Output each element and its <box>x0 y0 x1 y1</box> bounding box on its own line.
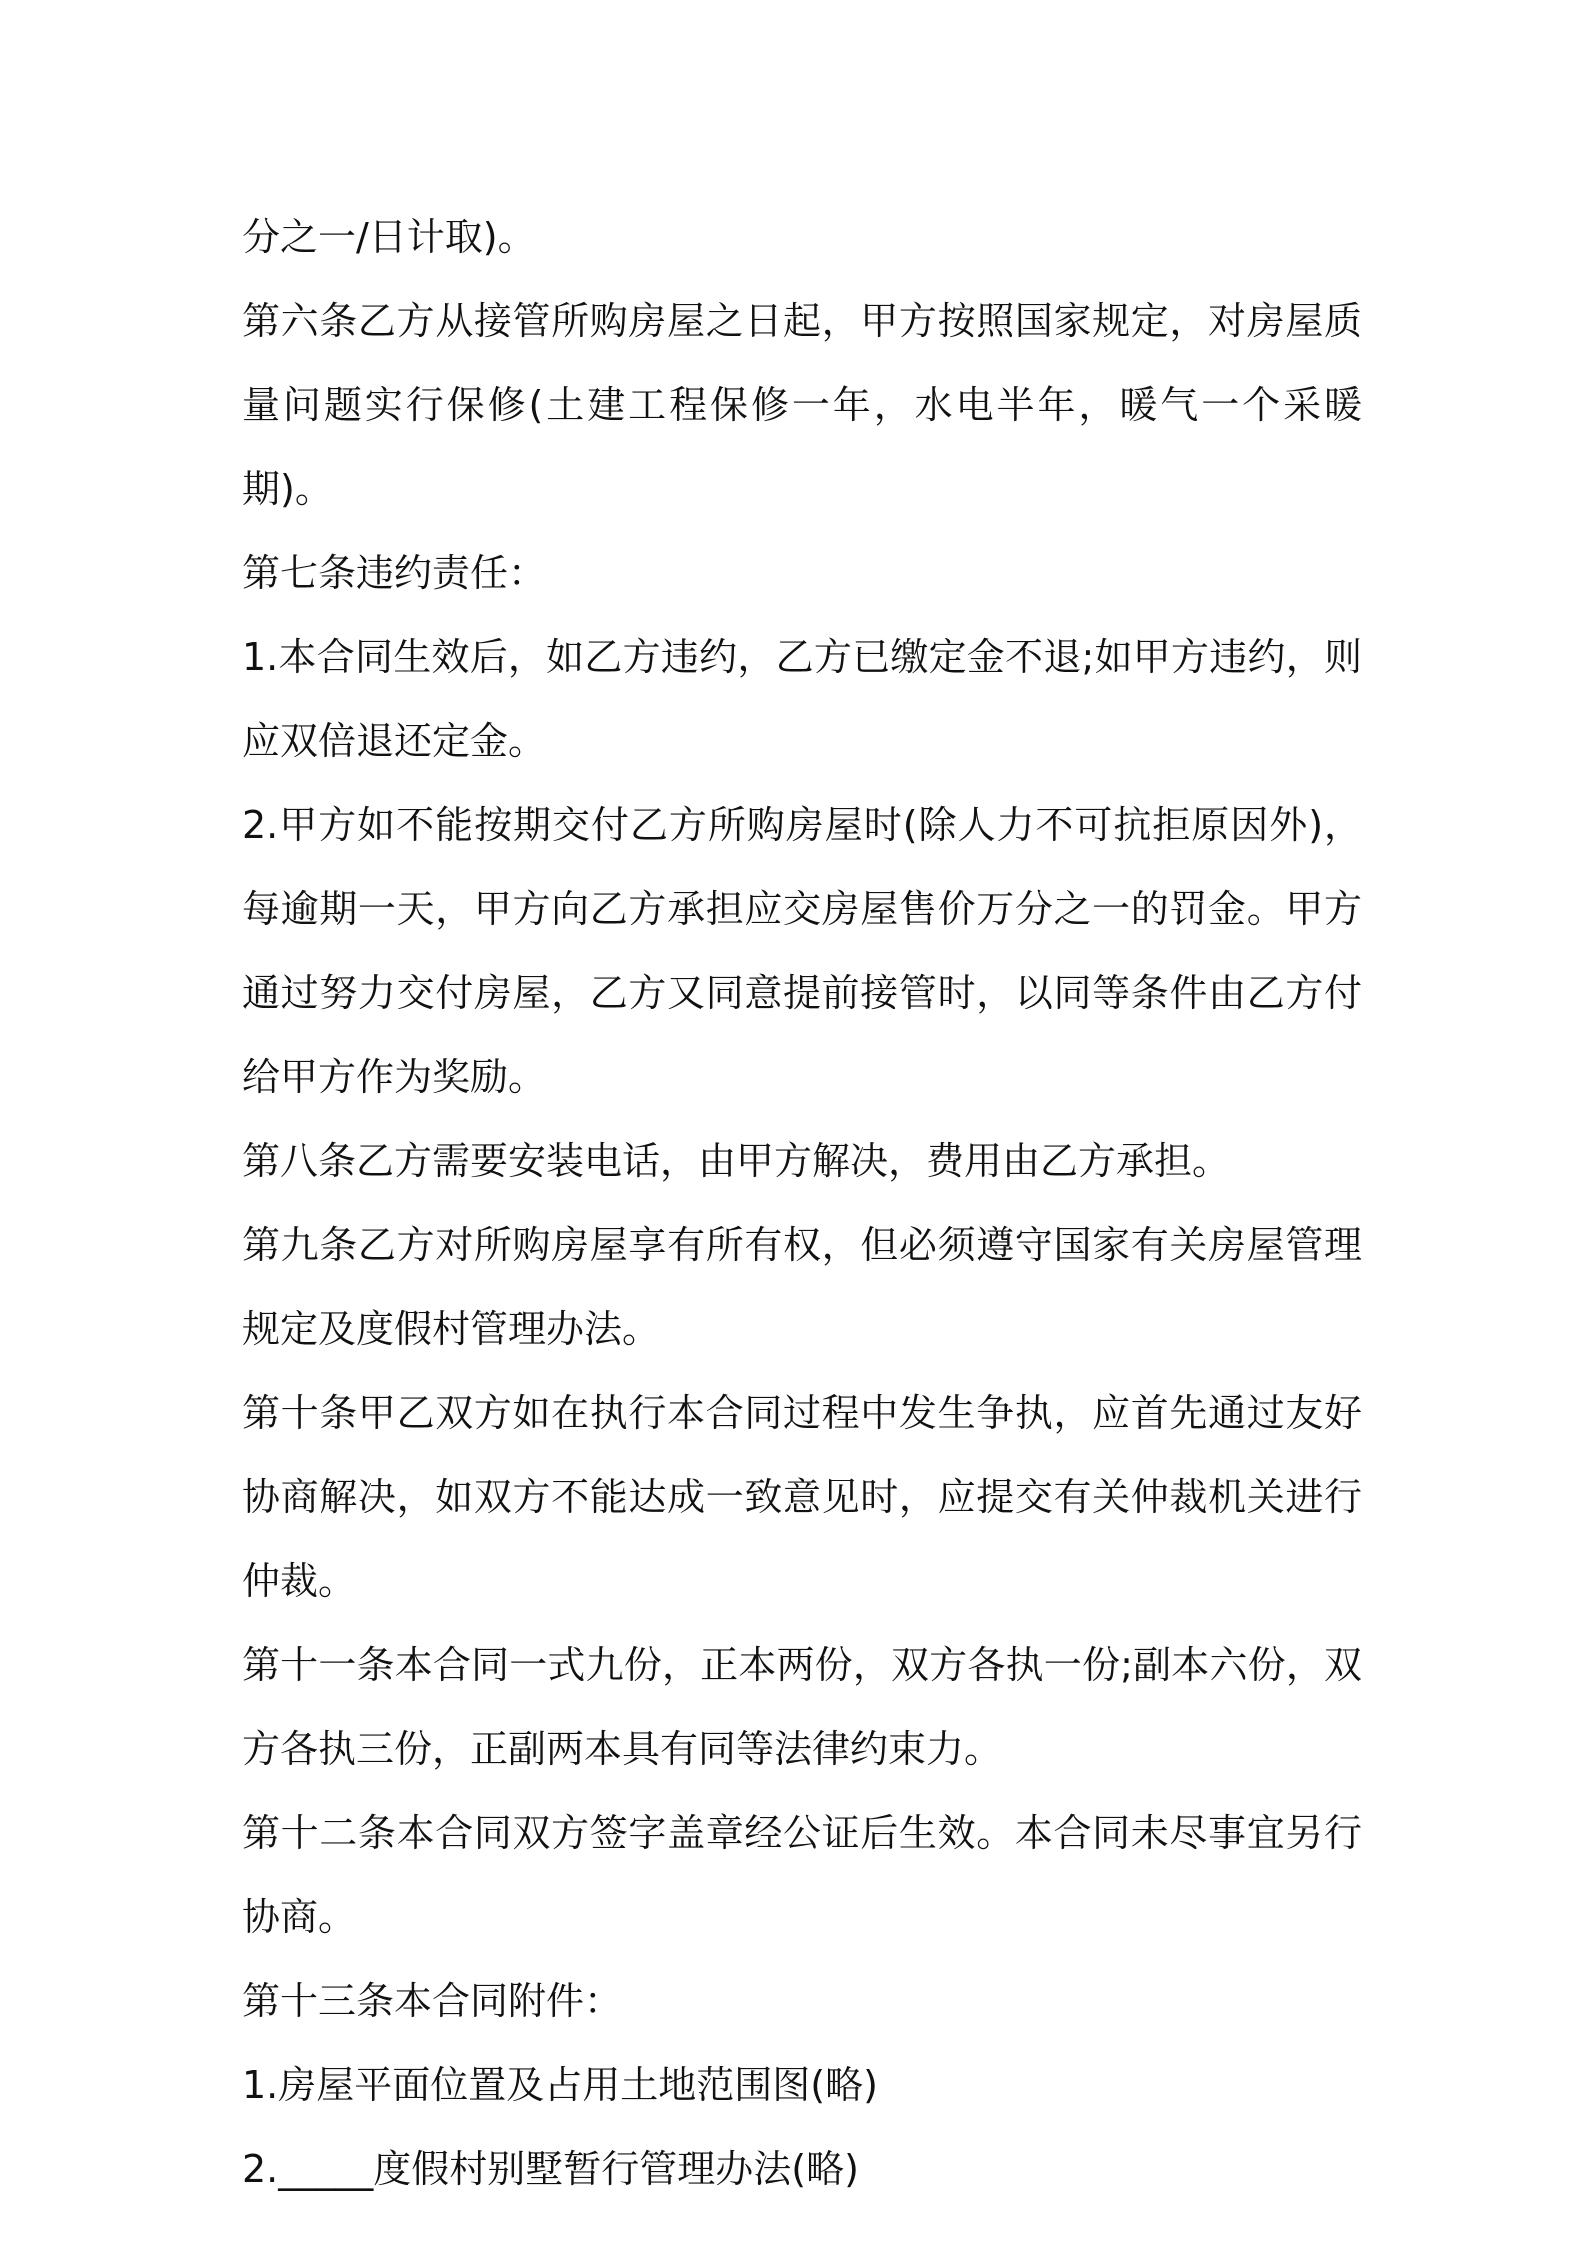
paragraph-attachment-1: 1.房屋平面位置及占用土地范围图(略) <box>242 2063 878 2107</box>
paragraph-attachment-2: 2._____度假村别墅暂行管理办法(略) <box>242 2147 859 2191</box>
paragraph-article-12: 第十二条本合同双方签字盖章经公证后生效。本合同未尽事宜另行协商。 <box>242 1811 1362 1939</box>
paragraph-article-13-heading: 第十三条本合同附件： <box>242 1979 623 2023</box>
paragraph-article-6: 第六条乙方从接管所购房屋之日起，甲方按照国家规定，对房屋质量问题实行保修(土建工程保修一年，水电半年，暖气一个采暖期)。 <box>242 299 1362 511</box>
paragraph-continuation: 分之一/日计取)。 <box>242 215 536 259</box>
paragraph-article-7-item-2: 2.甲方如不能按期交付乙方所购房屋时(除人力不可抗拒原因外)，每逾期一天，甲方向乙方承担应交房屋售价万分之一的罚金。甲方通过努力交付房屋，乙方又同意提前接管时，以同等条件由乙方付给甲方作为奖励。 <box>242 803 1362 1099</box>
paragraph-article-11: 第十一条本合同一式九份，正本两份，双方各执一份;副本六份，双方各执三份，正副两本具有同等法律约束力。 <box>242 1643 1362 1771</box>
paragraph-article-7-item-1: 1.本合同生效后，如乙方违约，乙方已缴定金不退;如甲方违约，则应双倍退还定金。 <box>242 635 1362 763</box>
paragraph-article-10: 第十条甲乙双方如在执行本合同过程中发生争执，应首先通过友好协商解决，如双方不能达成一致意见时，应提交有关仲裁机关进行仲裁。 <box>242 1391 1362 1603</box>
paragraph-article-7-heading: 第七条违约责任： <box>242 551 547 595</box>
paragraph-article-8: 第八条乙方需要安装电话，由甲方解决，费用由乙方承担。 <box>242 1139 1231 1183</box>
paragraph-article-9: 第九条乙方对所购房屋享有所有权，但必须遵守国家有关房屋管理规定及度假村管理办法。 <box>242 1223 1362 1351</box>
document-body <box>242 195 1362 2211</box>
